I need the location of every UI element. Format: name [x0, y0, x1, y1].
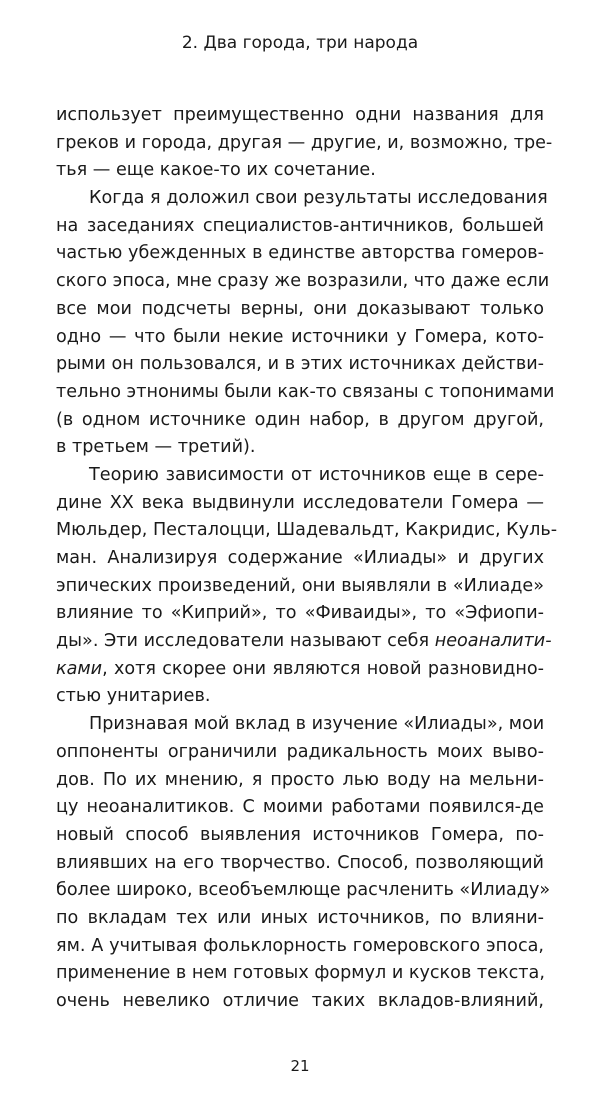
text-segment: оппоненты ограничили радикальность моих выво-	[56, 741, 544, 762]
text-segment: Когда я доложил свои результаты исследования	[89, 188, 548, 209]
text-line	[56, 628, 552, 656]
text-line	[56, 434, 544, 462]
paragraph	[56, 185, 555, 462]
text-line	[56, 794, 544, 822]
text-line	[56, 656, 544, 684]
text-segment: более широко, всеобъемлюще расчленить «Илиаду»	[56, 880, 551, 901]
text-segment: ям. А учитывая фольклорность гомеровского эпоса,	[56, 935, 544, 956]
text-segment: очень невелико отличие таких вкладов-влияний,	[56, 991, 544, 1011]
text-segment: тельно этнонимы были как-то связаны с топонимами	[56, 381, 555, 402]
text-segment: новый способ выявления источников Гомера, по-	[56, 824, 544, 845]
text-line	[56, 185, 548, 213]
text-segment: одно — что были некие источники у Гомера, кото-	[56, 326, 544, 347]
page-body	[56, 102, 558, 1016]
text-line	[56, 683, 544, 711]
page-number: 21	[290, 1057, 310, 1075]
paragraph	[56, 462, 558, 711]
text-line	[56, 490, 544, 518]
text-line	[56, 739, 544, 767]
text-line	[56, 933, 544, 961]
text-line	[56, 268, 550, 296]
text-segment: цу неоаналитиков. С моими работами появился-де	[56, 797, 544, 818]
text-segment: греков и города, другая — другие, и, возможно, тре-	[56, 132, 553, 153]
text-segment: ского эпоса, мне сразу же возразили, что даже если	[56, 271, 550, 292]
text-line	[56, 213, 544, 241]
text-line	[56, 517, 558, 545]
text-segment: Теорию зависимости от источников еще в сере-	[89, 464, 544, 485]
text-segment: ды». Эти исследователи называют себя	[56, 631, 435, 652]
text-segment: Мюльдер, Песталоцци, Шадевальдт, Какридис, Куль-	[56, 520, 558, 541]
text-segment: на заседаниях специалистов-античников, большей	[56, 215, 544, 236]
text-line	[56, 905, 544, 933]
text-line	[56, 296, 544, 324]
text-line	[56, 573, 544, 601]
text-line	[56, 102, 544, 130]
text-line	[56, 351, 544, 379]
text-segment: дине XX века выдвинули исследователи Гомера —	[56, 492, 544, 513]
text-segment: в третьем — третий).	[56, 437, 256, 458]
text-line	[56, 130, 553, 158]
text-line	[56, 379, 555, 407]
text-segment: использует преимущественно одни названия для	[56, 105, 544, 125]
text-segment: по вкладам тех или иных источников, по влияни-	[56, 907, 544, 928]
text-line	[56, 600, 544, 628]
text-segment: стью унитариев.	[56, 686, 211, 707]
text-segment: все мои подсчеты верны, они доказывают только	[56, 298, 544, 319]
text-line	[56, 545, 544, 573]
running-header: 2. Два города, три народа	[181, 33, 419, 53]
paragraph	[56, 711, 551, 1016]
text-segment: применение в нем готовых формул и кусков текста,	[56, 963, 545, 984]
text-line	[56, 767, 544, 795]
text-segment: ман. Анализируя содержание «Илиады» и других	[56, 548, 544, 568]
text-line	[56, 157, 544, 185]
text-segment: рыми он пользовался, и в этих источниках действи-	[56, 354, 544, 375]
text-segment: тья — еще какое-то их сочетание.	[56, 160, 376, 181]
text-segment: (в одном источнике один набор, в другом другой,	[56, 409, 544, 430]
text-segment: влиявших на его творчество. Способ, позволяющий	[56, 852, 544, 873]
text-segment: влияние то «Киприй», то «Фиваиды», то «Эфиопи-	[56, 603, 544, 624]
text-segment: Признавая мой вклад в изучение «Илиады», мои	[89, 714, 545, 735]
text-line	[56, 462, 544, 490]
text-segment: эпических произведений, они выявляли в «Илиаде»	[56, 575, 544, 596]
italic-term: неоаналити-	[434, 631, 552, 652]
paragraph	[56, 102, 553, 185]
text-line	[56, 240, 544, 268]
text-line	[56, 988, 544, 1016]
text-line	[56, 407, 544, 435]
text-segment: , хотя скорее они являются новой разновидно-	[102, 658, 544, 679]
text-line	[56, 850, 544, 878]
text-line	[56, 960, 544, 988]
text-segment: дов. По их мнению, я просто лью воду на мельни-	[56, 769, 544, 790]
italic-term: ками	[56, 658, 103, 679]
text-line	[56, 822, 544, 850]
text-line	[56, 877, 551, 905]
text-line	[56, 711, 544, 739]
text-line	[56, 324, 544, 352]
text-segment: частью убежденных в единстве авторства гомеров-	[56, 243, 544, 264]
